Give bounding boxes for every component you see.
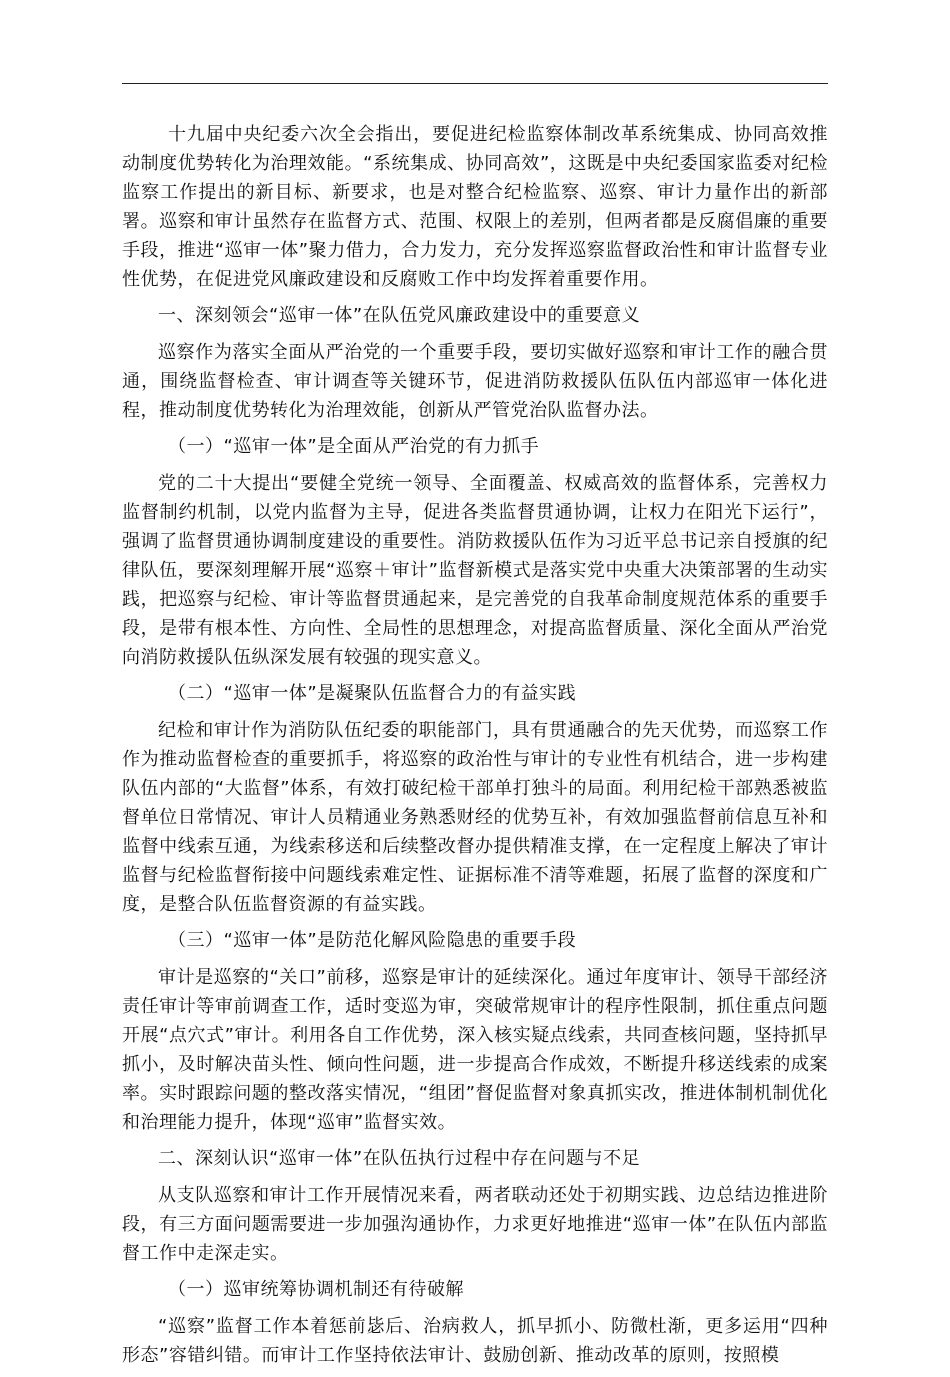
subsection-1-2-paragraph: 纪检和审计作为消防队伍纪委的职能部门，具有贯通融合的先天优势，而巡察工作作为推动监督检查的重要抓手，将巡察的政治性与审计的专业性有机结合，进一步构建队伍内部的“大监督”体系，有效打破纪检干部单打独斗的局面。利用纪检干部熟悉被监督单位日常情况、审计人员精通业务熟悉财经的优势互补，有效加强监督前信息互补和监督中线索互通，为线索移送和后续整改督办提供精准支撑，在一定程度上解决了审计监督与纪检监督衔接中问题线索难定性、证据标准不清等难题，拓展了监督的深度和广度，是整合队伍监督资源的有益实践。 bbox=[122, 720, 828, 915]
subsection-1-1-heading: （一）“巡审一体”是全面从严治党的有力抓手 bbox=[168, 436, 540, 457]
header-rule bbox=[122, 83, 828, 84]
section-2-paragraph: 从支队巡察和审计工作开展情况来看，两者联动还处于初期实践、边总结边推进阶段，有三方面问题需要进一步加强沟通协作，力求更好地推进“巡审一体”在队伍内部监督工作中走深走实。 bbox=[122, 1185, 828, 1264]
section-1-heading: 一、深刻领会“巡审一体”在队伍党风廉政建设中的重要意义 bbox=[158, 305, 641, 326]
subsection-1-1-paragraph: 党的二十大提出“要健全党统一领导、全面覆盖、权威高效的监督体系，完善权力监督制约机制，以党内监督为主导，促进各类监督贯通协调，让权力在阳光下运行”，强调了监督贯通协调制度建设的重要性。消防救援队伍作为习近平总书记亲自授旗的纪律队伍，要深刻理解开展“巡察＋审计”监督新模式是落实党中央重大决策部署的生动实践，把巡察与纪检、审计等监督贯通起来，是完善党的自我革命制度规范体系的重要手段，是带有根本性、方向性、全局性的思想理念，对提高监督质量、深化全面从严治党向消防救援队伍纵深发展有较强的现实意义。 bbox=[122, 473, 828, 668]
document-body bbox=[122, 120, 828, 1377]
section-2-heading: 二、深刻认识“巡审一体”在队伍执行过程中存在问题与不足 bbox=[158, 1148, 641, 1169]
subsection-1-3-heading: （三）“巡审一体”是防范化解风险隐患的重要手段 bbox=[168, 930, 577, 951]
section-1-paragraph: 巡察作为落实全面从严治党的一个重要手段，要切实做好巡察和审计工作的融合贯通，围绕监督检查、审计调查等关键环节，促进消防救援队伍队伍内部巡审一体化进程，推动制度优势转化为治理效能，创新从严管党治队监督办法。 bbox=[122, 342, 828, 421]
subsection-2-1-heading: （一）巡审统筹协调机制还有待破解 bbox=[168, 1279, 464, 1300]
subsection-1-2-heading: （二）“巡审一体”是凝聚队伍监督合力的有益实践 bbox=[168, 683, 577, 704]
subsection-1-3-paragraph: 审计是巡察的“关口”前移，巡察是审计的延续深化。通过年度审计、领导干部经济责任审计等审前调查工作，适时变巡为审，突破常规审计的程序性限制，抓住重点问题开展“点穴式”审计。利用各自工作优势，深入核实疑点线索，共同查核问题，坚持抓早抓小，及时解决苗头性、倾向性问题，进一步提高合作成效，不断提升移送线索的成案率。实时跟踪问题的整改落实情况，“组团”督促监督对象真抓实改，推进体制机制优化和治理能力提升，体现“巡审”监督实效。 bbox=[122, 967, 828, 1133]
intro-paragraph: 十九届中央纪委六次全会指出，要促进纪检监察体制改革系统集成、协同高效推动制度优势转化为治理效能。“系统集成、协同高效”，这既是中央纪委国家监委对纪检监察工作提出的新目标、新要求，也是对整合纪检监察、巡察、审计力量作出的新部署。巡察和审计虽然存在监督方式、范围、权限上的差别，但两者都是反腐倡廉的重要手段，推进“巡审一体”聚力借力，合力发力，充分发挥巡察监督政治性和审计监督专业性优势，在促进党风廉政建设和反腐败工作中均发挥着重要作用。 bbox=[122, 124, 828, 290]
subsection-2-1-paragraph: “巡察”监督工作本着惩前毖后、治病救人，抓早抓小、防微杜渐，更多运用“四种形态”容错纠错。而审计工作坚持依法审计、鼓励创新、推动改革的原则，按照模 bbox=[122, 1316, 828, 1366]
